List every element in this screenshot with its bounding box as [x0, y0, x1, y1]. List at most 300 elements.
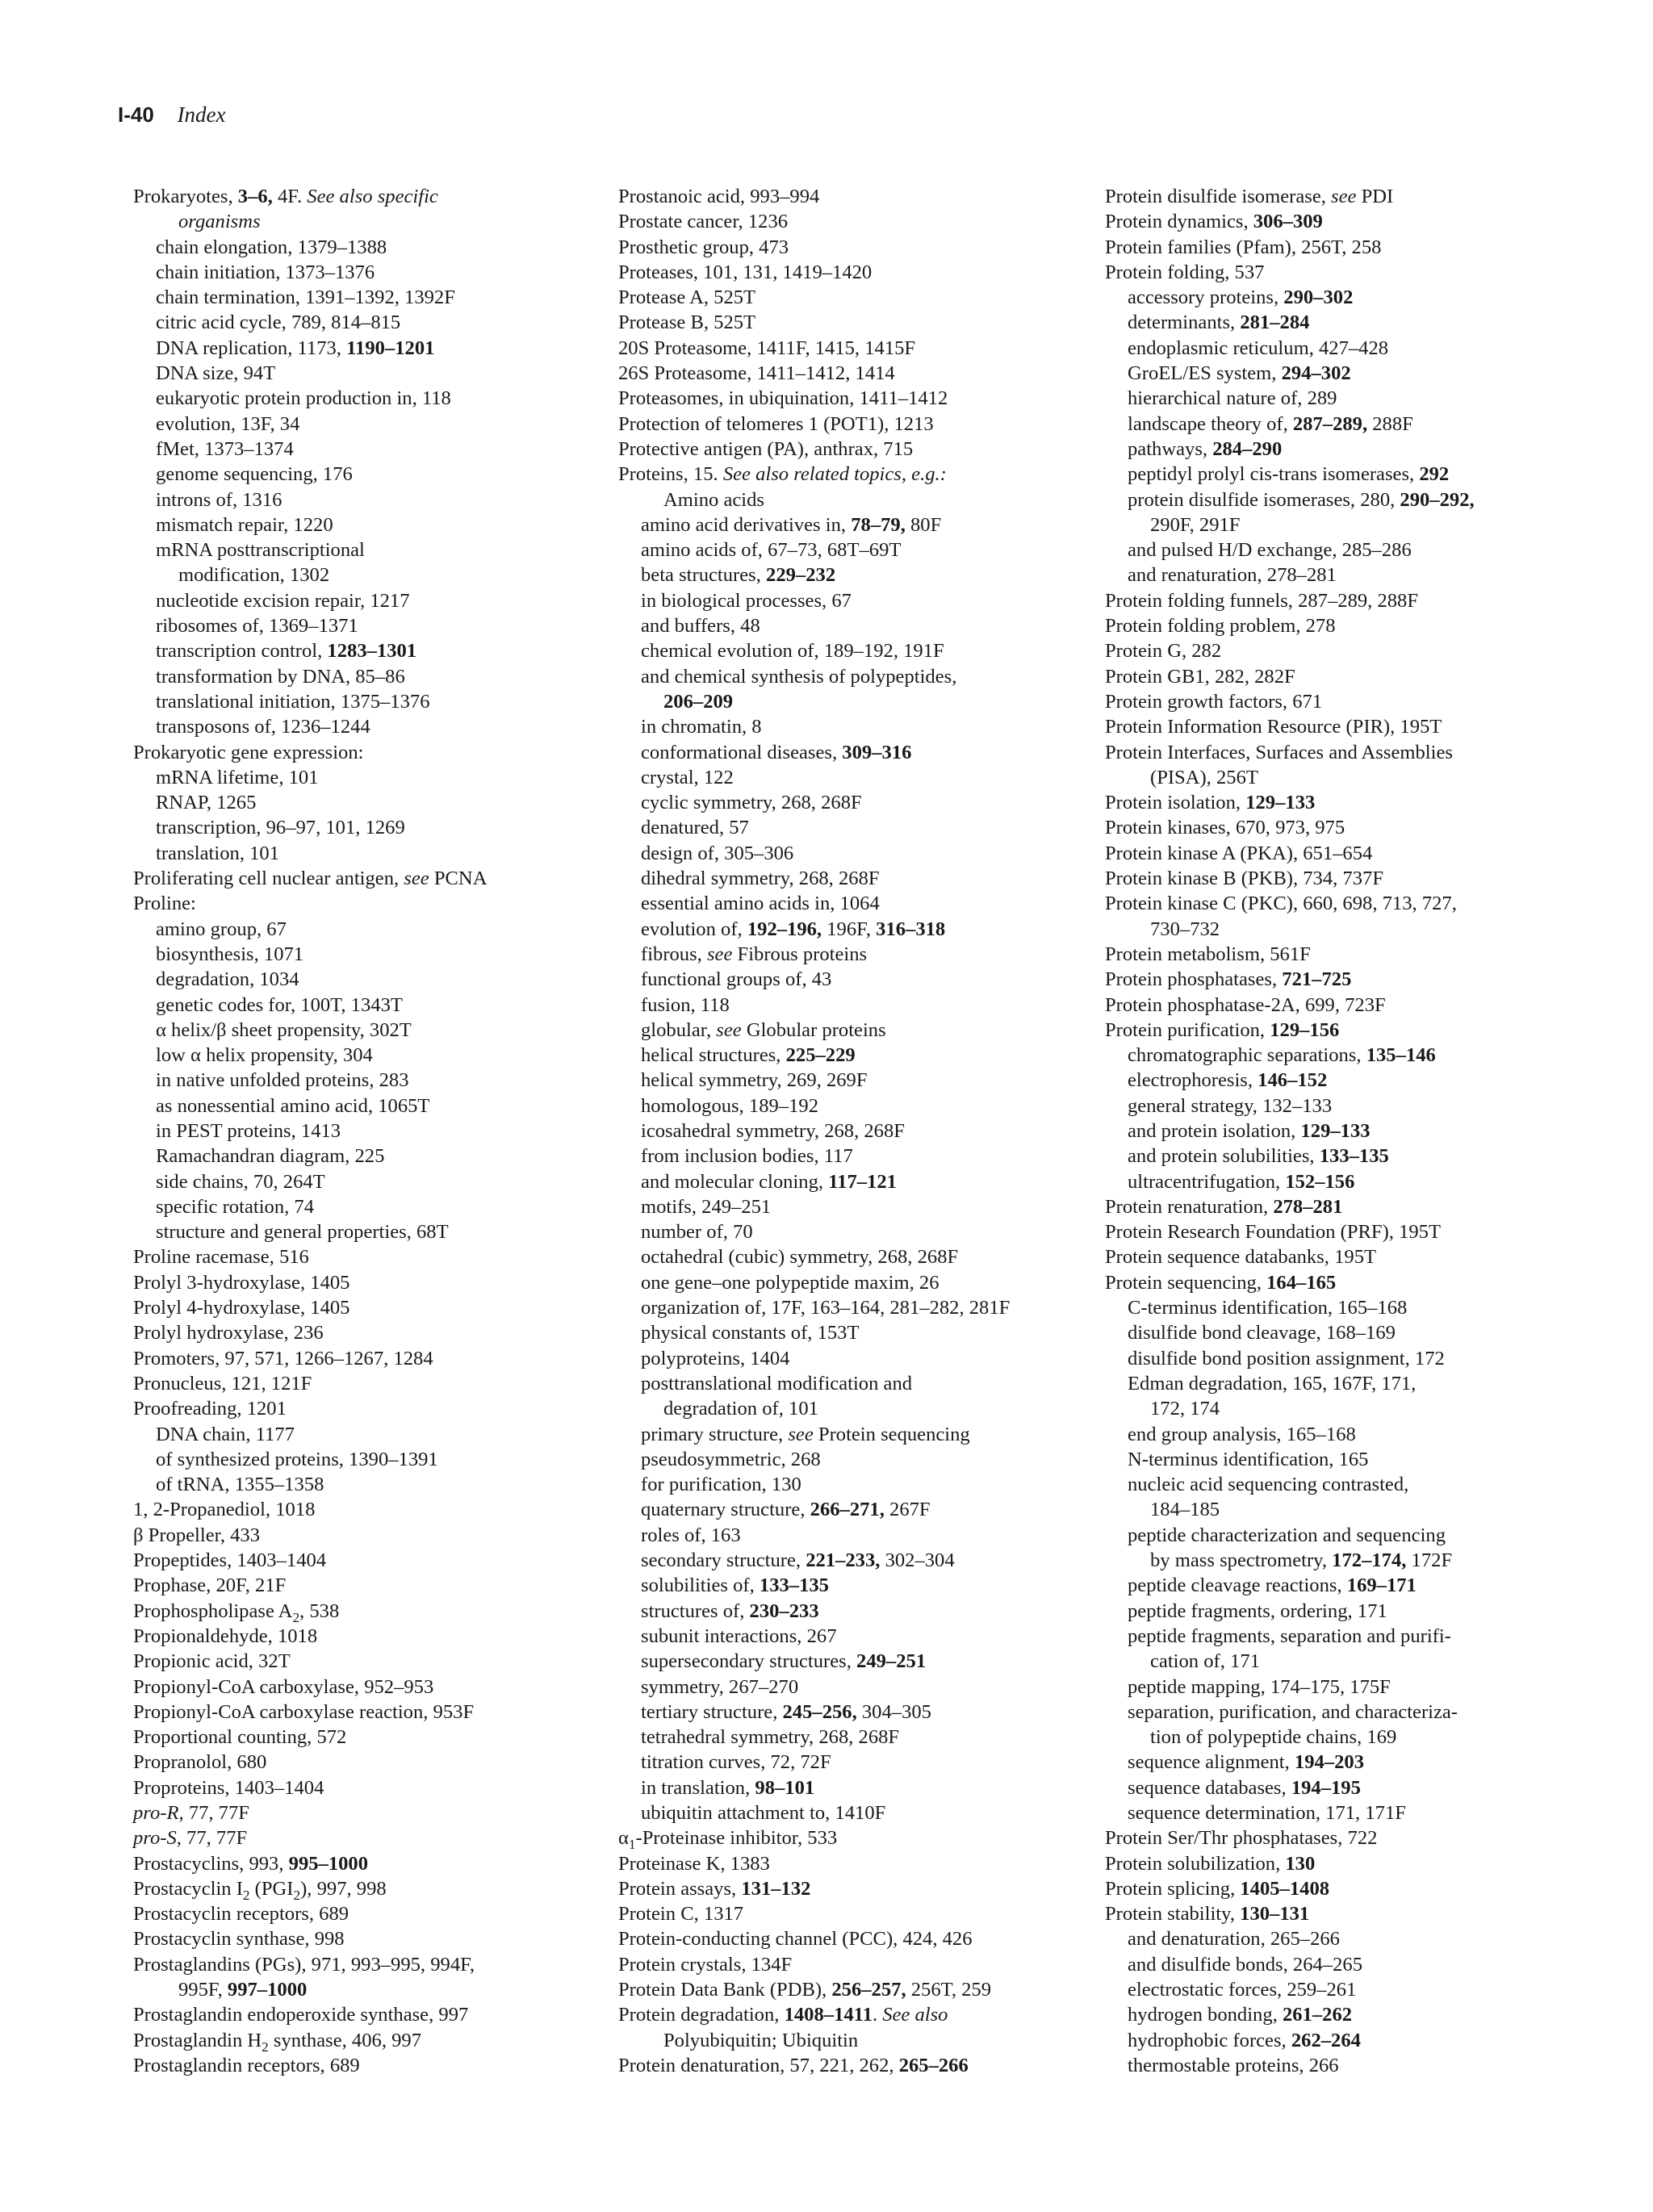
entry-text: Promoters, 97, 571, 1266–1267, 1284 — [133, 1347, 433, 1369]
index-entry — [618, 1926, 1070, 1951]
index-subentry — [133, 841, 585, 866]
entry-text: β Propeller, 433 — [133, 1524, 261, 1546]
entry-text: Protein Information Resource (PIR), 195T — [1105, 716, 1442, 738]
index-subentry — [618, 588, 1070, 613]
index-entry — [618, 412, 1070, 437]
entry-text: Protein Research Foundation (PRF), 195T — [1105, 1221, 1442, 1244]
entry-text: transposons of, 1236–1244 — [156, 716, 370, 738]
entry-text: 721–725 — [1282, 968, 1352, 991]
entry-text: ), 997, 998 — [300, 1877, 387, 1900]
entry-text: electrostatic forces, 259–261 — [1128, 1979, 1357, 2001]
index-subentry — [133, 437, 585, 462]
entry-text: Polyubiquitin; Ubiquitin — [663, 2029, 859, 2051]
entry-text: nucleotide excision repair, 1217 — [156, 589, 410, 612]
entry-text: Protein sequencing, — [1105, 1271, 1267, 1294]
index-subentry — [1105, 1952, 1557, 1977]
entry-text: Prophase, 20F, 21F — [133, 1574, 287, 1597]
index-entry — [1105, 184, 1557, 209]
index-subentry — [618, 1472, 1070, 1497]
entry-text: specific rotation, 74 — [156, 1195, 315, 1218]
entry-text: organization of, 17F, 163–164, 281–282, 281F — [641, 1297, 1011, 1319]
index-column-2 — [618, 184, 1070, 2078]
index-subentry — [133, 638, 585, 663]
index-subentry — [1105, 336, 1557, 361]
entry-text: 261–262 — [1282, 2004, 1353, 2026]
index-subentry — [1105, 2053, 1557, 2078]
entry-text: Protein families (Pfam), 256T, 258 — [1105, 236, 1382, 258]
index-entry — [133, 866, 585, 891]
index-subentry — [133, 664, 585, 689]
index-entry — [133, 2053, 585, 2078]
entry-text: determinants, — [1128, 312, 1241, 334]
index-entry — [1105, 841, 1557, 866]
index-subentry — [133, 613, 585, 638]
entry-text: Prokaryotic gene expression: — [133, 741, 364, 763]
entry-text: 129–133 — [1300, 1119, 1371, 1142]
entry-text: octahedral (cubic) symmetry, 268, 268F — [641, 1246, 959, 1269]
entry-text: 281–284 — [1240, 312, 1310, 334]
entry-text: 129–156 — [1270, 1018, 1340, 1041]
entry-text: ultracentrifugation, — [1128, 1170, 1286, 1193]
index-subentry — [1105, 1144, 1557, 1169]
index-subentry — [133, 412, 585, 437]
page-title: Index — [177, 102, 226, 127]
entry-text: quaternary structure, — [641, 1499, 810, 1521]
entry-text: globular, — [641, 1018, 717, 1041]
index-subentry — [618, 1371, 1070, 1396]
index-subentry — [1105, 1422, 1557, 1447]
entry-text: general strategy, 132–133 — [1128, 1094, 1333, 1117]
index-subentry — [1105, 1573, 1557, 1598]
entry-text: 294–302 — [1281, 362, 1351, 385]
index-subentry — [618, 993, 1070, 1018]
entry-text: peptide mapping, 174–175, 175F — [1128, 1675, 1391, 1698]
index-entry — [1105, 815, 1557, 840]
entry-text: 1190–1201 — [346, 337, 435, 359]
index-subentry — [618, 740, 1070, 765]
entry-text: Protein GB1, 282, 282F — [1105, 665, 1295, 688]
entry-text: 266–271, — [810, 1499, 885, 1521]
index-subentry — [618, 1422, 1070, 1447]
index-entry — [1105, 993, 1557, 1018]
index-entry — [133, 1371, 585, 1396]
index-subentry — [618, 967, 1070, 992]
entry-text: 20S Proteasome, 1411F, 1415, 1415F — [618, 337, 916, 359]
entry-text: fMet, 1373–1374 — [156, 437, 294, 460]
index-subentry — [618, 1750, 1070, 1775]
entry-text: chain initiation, 1373–1376 — [156, 261, 375, 283]
entry-text: chemical evolution of, 189–192, 191F — [641, 640, 944, 663]
entry-text: translation, 101 — [156, 842, 280, 864]
index-entry — [618, 209, 1070, 234]
entry-text: tertiary structure, — [641, 1700, 783, 1723]
entry-text: 288F — [1367, 412, 1413, 435]
entry-text: 306–309 — [1253, 211, 1323, 233]
index-entry — [133, 1244, 585, 1269]
entry-text: transformation by DNA, 85–86 — [156, 665, 405, 688]
index-entry — [133, 1876, 585, 1901]
entry-text: 26S Proteasome, 1411–1412, 1414 — [618, 362, 895, 385]
index-entry — [133, 1270, 585, 1295]
entry-text: mismatch repair, 1220 — [156, 513, 333, 536]
index-subentry — [133, 562, 585, 587]
entry-text: ubiquitin attachment to, 1410F — [641, 1802, 886, 1824]
index-entry — [618, 2053, 1070, 2078]
entry-text: essential amino acids in, 1064 — [641, 893, 880, 915]
entry-text: structure and general properties, 68T — [156, 1221, 449, 1244]
entry-text: modification, 1302 — [178, 564, 330, 587]
entry-text: helical symmetry, 269, 269F — [641, 1069, 868, 1092]
entry-text: and protein solubilities, — [1128, 1145, 1320, 1168]
entry-text: Protein disulfide isomerase, — [1105, 186, 1332, 207]
entry-text: see — [788, 1423, 814, 1445]
index-subentry — [618, 1725, 1070, 1750]
index-entry — [133, 184, 585, 209]
index-subentry — [618, 1548, 1070, 1573]
entry-text: helical structures, — [641, 1044, 786, 1067]
entry-text: and pulsed H/D exchange, 285–286 — [1128, 539, 1412, 562]
entry-text: Prostanoic acid, 993–994 — [618, 186, 820, 207]
index-subentry — [1105, 1320, 1557, 1345]
index-subentry — [1105, 765, 1557, 790]
index-entry — [133, 1725, 585, 1750]
entry-text: fusion, 118 — [641, 993, 730, 1016]
entry-text: see — [706, 943, 733, 965]
entry-text: 302–304 — [880, 1549, 955, 1572]
entry-text: accessory proteins, — [1128, 286, 1284, 309]
entry-text: hydrogen bonding, — [1128, 2004, 1283, 2026]
index-entry — [133, 1548, 585, 1573]
entry-text: degradation of, 101 — [663, 1398, 818, 1420]
index-entry — [133, 1851, 585, 1876]
entry-text: 135–146 — [1366, 1044, 1436, 1067]
index-subentry — [133, 588, 585, 613]
entry-text: Protein metabolism, 561F — [1105, 943, 1311, 965]
entry-text: Protein denaturation, 57, 221, 262, — [618, 2054, 899, 2076]
entry-text: Prostaglandin endoperoxide synthase, 997 — [133, 2004, 469, 2026]
entry-text: Propionyl-CoA carboxylase reaction, 953F — [133, 1700, 475, 1723]
entry-text: landscape theory of, — [1128, 412, 1293, 435]
index-entry — [133, 1675, 585, 1700]
index-subentry — [1105, 437, 1557, 462]
index-subentry — [618, 1219, 1070, 1244]
index-subentry — [133, 815, 585, 840]
index-subentry — [618, 1320, 1070, 1345]
entry-text: DNA chain, 1177 — [156, 1423, 295, 1445]
entry-text: Prostate cancer, 1236 — [618, 211, 789, 233]
entry-text: peptide cleavage reactions, — [1128, 1574, 1347, 1597]
entry-text: tetrahedral symmetry, 268, 268F — [641, 1726, 900, 1749]
entry-text: (PGI — [249, 1877, 294, 1900]
index-entry — [1105, 1901, 1557, 1926]
index-subentry — [133, 942, 585, 967]
entry-text: Prostacyclins, 993, — [133, 1852, 289, 1875]
entry-text: Proteases, 101, 131, 1419–1420 — [618, 261, 873, 283]
index-subentry — [618, 1346, 1070, 1371]
index-entry — [1105, 1018, 1557, 1043]
entry-text: and protein isolation, — [1128, 1119, 1301, 1142]
entry-text: Prostacyclin I — [133, 1877, 243, 1900]
entry-text: PDI — [1356, 186, 1394, 207]
index-subentry — [1105, 1700, 1557, 1725]
entry-text: Protein kinase B (PKB), 734, 737F — [1105, 868, 1383, 890]
entry-text: Protein purification, — [1105, 1018, 1270, 1041]
index-subentry — [133, 993, 585, 1018]
entry-text: and disulfide bonds, 264–265 — [1128, 1953, 1363, 1976]
entry-text: ribosomes of, 1369–1371 — [156, 615, 358, 638]
entry-text: eukaryotic protein production in, 118 — [156, 387, 451, 410]
index-subentry — [133, 361, 585, 386]
entry-text: chromatographic separations, — [1128, 1044, 1366, 1067]
entry-text: 133–135 — [1319, 1145, 1389, 1168]
entry-text: 206–209 — [663, 690, 734, 713]
entry-text: hydrophobic forces, — [1128, 2029, 1291, 2051]
entry-text: Prostaglandins (PGs), 971, 993–995, 994F, — [133, 1953, 475, 1976]
entry-text: 2 — [293, 1887, 301, 1903]
entry-text: symmetry, 267–270 — [641, 1675, 799, 1698]
index-subentry — [133, 1472, 585, 1497]
index-subentry — [1105, 562, 1557, 587]
entry-text: 133–135 — [759, 1574, 829, 1597]
index-subentry — [1105, 1800, 1557, 1825]
index-entry — [133, 1901, 585, 1926]
index-entry — [133, 1295, 585, 1320]
entry-text: in chromatin, 8 — [641, 716, 762, 738]
entry-text: supersecondary structures, — [641, 1650, 857, 1673]
entry-text: posttranslational modification and — [641, 1372, 913, 1395]
index-entry — [1105, 967, 1557, 992]
index-subentry — [618, 1599, 1070, 1624]
index-subentry — [1105, 1725, 1557, 1750]
entry-text: in native unfolded proteins, 283 — [156, 1069, 409, 1092]
entry-text: Protein folding problem, 278 — [1105, 615, 1336, 638]
entry-text: homologous, 189–192 — [641, 1094, 818, 1117]
index-subentry — [133, 260, 585, 285]
index-subentry — [1105, 1599, 1557, 1624]
index-entry — [618, 310, 1070, 335]
index-subentry — [1105, 1775, 1557, 1800]
entry-text: Protein sequencing — [813, 1423, 970, 1445]
entry-text: Protein Interfaces, Surfaces and Assemblies — [1105, 741, 1453, 763]
entry-text: and molecular cloning, — [641, 1170, 829, 1193]
entry-text: Protein solubilization, — [1105, 1852, 1286, 1875]
index-entry — [133, 891, 585, 916]
index-subentry — [133, 1977, 585, 2002]
entry-text: DNA replication, 1173, — [156, 337, 347, 359]
entry-text: 267F — [884, 1499, 931, 1521]
entry-text: in translation, — [641, 1776, 755, 1799]
entry-text: RNAP, 1265 — [156, 792, 257, 814]
index-subentry — [1105, 1068, 1557, 1093]
index-entry — [618, 437, 1070, 462]
index-entry — [1105, 714, 1557, 739]
index-subentry — [618, 664, 1070, 689]
entry-text: Edman degradation, 165, 167F, 171, — [1128, 1372, 1417, 1395]
entry-text: Protein kinase A (PKA), 651–654 — [1105, 842, 1373, 864]
index-subentry — [618, 1523, 1070, 1548]
index-entry — [1105, 689, 1557, 714]
index-subentry — [618, 765, 1070, 790]
entry-text: pro-S, — [133, 1827, 182, 1850]
index-subentry — [1105, 310, 1557, 335]
entry-text: C-terminus identification, 165–168 — [1128, 1297, 1408, 1319]
index-entry — [618, 1825, 1070, 1853]
index-subentry — [618, 891, 1070, 916]
index-subentry — [1105, 1093, 1557, 1119]
index-entry — [1105, 664, 1557, 689]
entry-text: 184–185 — [1150, 1499, 1220, 1521]
index-entry — [1105, 866, 1557, 891]
entry-text: α — [618, 1827, 629, 1850]
index-subentry — [618, 1093, 1070, 1119]
entry-text: Protein isolation, — [1105, 792, 1246, 814]
index-entry — [133, 1750, 585, 1775]
index-subentry — [133, 790, 585, 815]
entry-text: Protein phosphatases, — [1105, 968, 1283, 991]
entry-text: 1, 2-Propanediol, 1018 — [133, 1499, 316, 1521]
index-subentry — [1105, 1169, 1557, 1194]
entry-text: transcription control, — [156, 640, 328, 663]
entry-text: 2 — [292, 1609, 300, 1625]
entry-text: 172, 174 — [1150, 1398, 1220, 1420]
index-entry — [618, 462, 1070, 487]
entry-text: See also specific — [307, 186, 438, 207]
index-subentry — [1105, 1548, 1557, 1573]
index-subentry — [133, 462, 585, 487]
index-entry — [618, 336, 1070, 361]
entry-text: 152–156 — [1285, 1170, 1355, 1193]
entry-text: (PISA), 256T — [1150, 766, 1258, 788]
entry-text: citric acid cycle, 789, 814–815 — [156, 312, 401, 334]
index-subentry — [1105, 412, 1557, 437]
entry-text: Protein splicing, — [1105, 1877, 1241, 1900]
index-entry — [618, 386, 1070, 411]
entry-text: and buffers, 48 — [641, 615, 760, 638]
index-subentry — [1105, 1649, 1557, 1674]
index-entry — [133, 2002, 585, 2027]
entry-text: PCNA — [429, 868, 488, 890]
entry-text: Propranolol, 680 — [133, 1751, 267, 1774]
entry-text: Prokaryotes, — [133, 186, 238, 207]
entry-text: Prostacyclin receptors, 689 — [133, 1903, 349, 1926]
entry-text: sequence determination, 171, 171F — [1128, 1802, 1406, 1824]
entry-text: -Proteinase inhibitor, 533 — [635, 1827, 838, 1850]
entry-text: 730–732 — [1150, 918, 1220, 940]
index-subentry — [1105, 1119, 1557, 1144]
index-subentry — [133, 336, 585, 361]
index-subentry — [618, 512, 1070, 537]
index-subentry — [618, 841, 1070, 866]
index-subentry — [133, 689, 585, 714]
entry-text: primary structure, — [641, 1423, 789, 1445]
index-subentry — [133, 1043, 585, 1068]
entry-text: in PEST proteins, 1413 — [156, 1119, 341, 1142]
entry-text: Propionaldehyde, 1018 — [133, 1625, 318, 1647]
entry-text: pseudosymmetric, 268 — [641, 1448, 821, 1470]
entry-text: in biological processes, 67 — [641, 589, 852, 612]
index-subentry — [1105, 1624, 1557, 1649]
index-subentry — [618, 1144, 1070, 1169]
index-subentry — [133, 1093, 585, 1119]
index-entry — [1105, 1270, 1557, 1295]
index-subentry — [1105, 537, 1557, 562]
entry-text: 172–174, — [1332, 1549, 1407, 1572]
entry-text: Proportional counting, 572 — [133, 1726, 347, 1749]
index-subentry — [1105, 1371, 1557, 1396]
entry-text: protein disulfide isomerases, 280, — [1128, 488, 1400, 511]
index-subentry — [618, 487, 1070, 512]
index-subentry — [618, 790, 1070, 815]
index-subentry — [1105, 487, 1557, 512]
index-subentry — [133, 386, 585, 411]
entry-text: peptidyl prolyl cis-trans isomerases, — [1128, 463, 1420, 486]
entry-text: See also related topics, e.g.: — [722, 463, 947, 486]
index-entry — [1105, 1851, 1557, 1876]
entry-text: 194–195 — [1291, 1776, 1361, 1799]
entry-text: physical constants of, 153T — [641, 1322, 860, 1344]
entry-text: 290–292, — [1400, 488, 1475, 511]
entry-text: 287–289, — [1292, 412, 1368, 435]
entry-text: chain termination, 1391–1392, 1392F — [156, 286, 455, 309]
index-subentry — [1105, 1926, 1557, 1951]
entry-text: Protein stability, — [1105, 1903, 1241, 1926]
entry-text: thermostable proteins, 266 — [1128, 2054, 1339, 2076]
entry-text: electrophoresis, — [1128, 1069, 1258, 1092]
entry-text: mRNA posttranscriptional — [156, 539, 365, 562]
entry-text: peptide fragments, ordering, 171 — [1128, 1599, 1387, 1622]
entry-text: amino acid derivatives in, — [641, 513, 852, 536]
index-subentry — [1105, 285, 1557, 310]
index-entry — [1105, 1244, 1557, 1269]
index-subentry — [618, 1649, 1070, 1674]
entry-text: Protein folding, 537 — [1105, 261, 1265, 283]
index-subentry — [133, 917, 585, 942]
entry-text: 4F. — [272, 186, 308, 207]
entry-text: GroEL/ES system, — [1128, 362, 1282, 385]
index-subentry — [618, 1800, 1070, 1825]
entry-text: 129–133 — [1245, 792, 1316, 814]
entry-text: Protease B, 525T — [618, 312, 756, 334]
index-subentry — [133, 1422, 585, 1447]
index-entry — [133, 740, 585, 765]
entry-text: of synthesized proteins, 1390–1391 — [156, 1448, 438, 1470]
entry-text: nucleic acid sequencing contrasted, — [1128, 1474, 1409, 1496]
index-entry — [1105, 1219, 1557, 1244]
page-number: I-40 — [118, 102, 154, 127]
page-header — [118, 98, 226, 131]
entry-text: Proteins, 15. — [618, 463, 723, 486]
entry-text: motifs, 249–251 — [641, 1195, 772, 1218]
entry-text: Proproteins, 1403–1404 — [133, 1776, 324, 1799]
entry-text: Propionyl-CoA carboxylase, 952–953 — [133, 1675, 434, 1698]
index-subentry — [133, 310, 585, 335]
entry-text: beta structures, — [641, 564, 767, 587]
index-subentry — [1105, 917, 1557, 942]
index-subentry — [618, 1675, 1070, 1700]
entry-text: Prolyl 4-hydroxylase, 1405 — [133, 1297, 350, 1319]
entry-text: peptide fragments, separation and purifi- — [1128, 1625, 1451, 1647]
index-entry — [618, 1977, 1070, 2002]
index-entry — [1105, 1194, 1557, 1219]
entry-text: 172F — [1406, 1549, 1453, 1572]
index-subentry — [618, 613, 1070, 638]
entry-text: Propionic acid, 32T — [133, 1650, 291, 1673]
index-entry — [618, 1851, 1070, 1876]
entry-text: Globular proteins — [741, 1018, 886, 1041]
entry-text: , 538 — [299, 1599, 340, 1622]
entry-text: 117–121 — [828, 1170, 897, 1193]
index-subentry — [618, 942, 1070, 967]
